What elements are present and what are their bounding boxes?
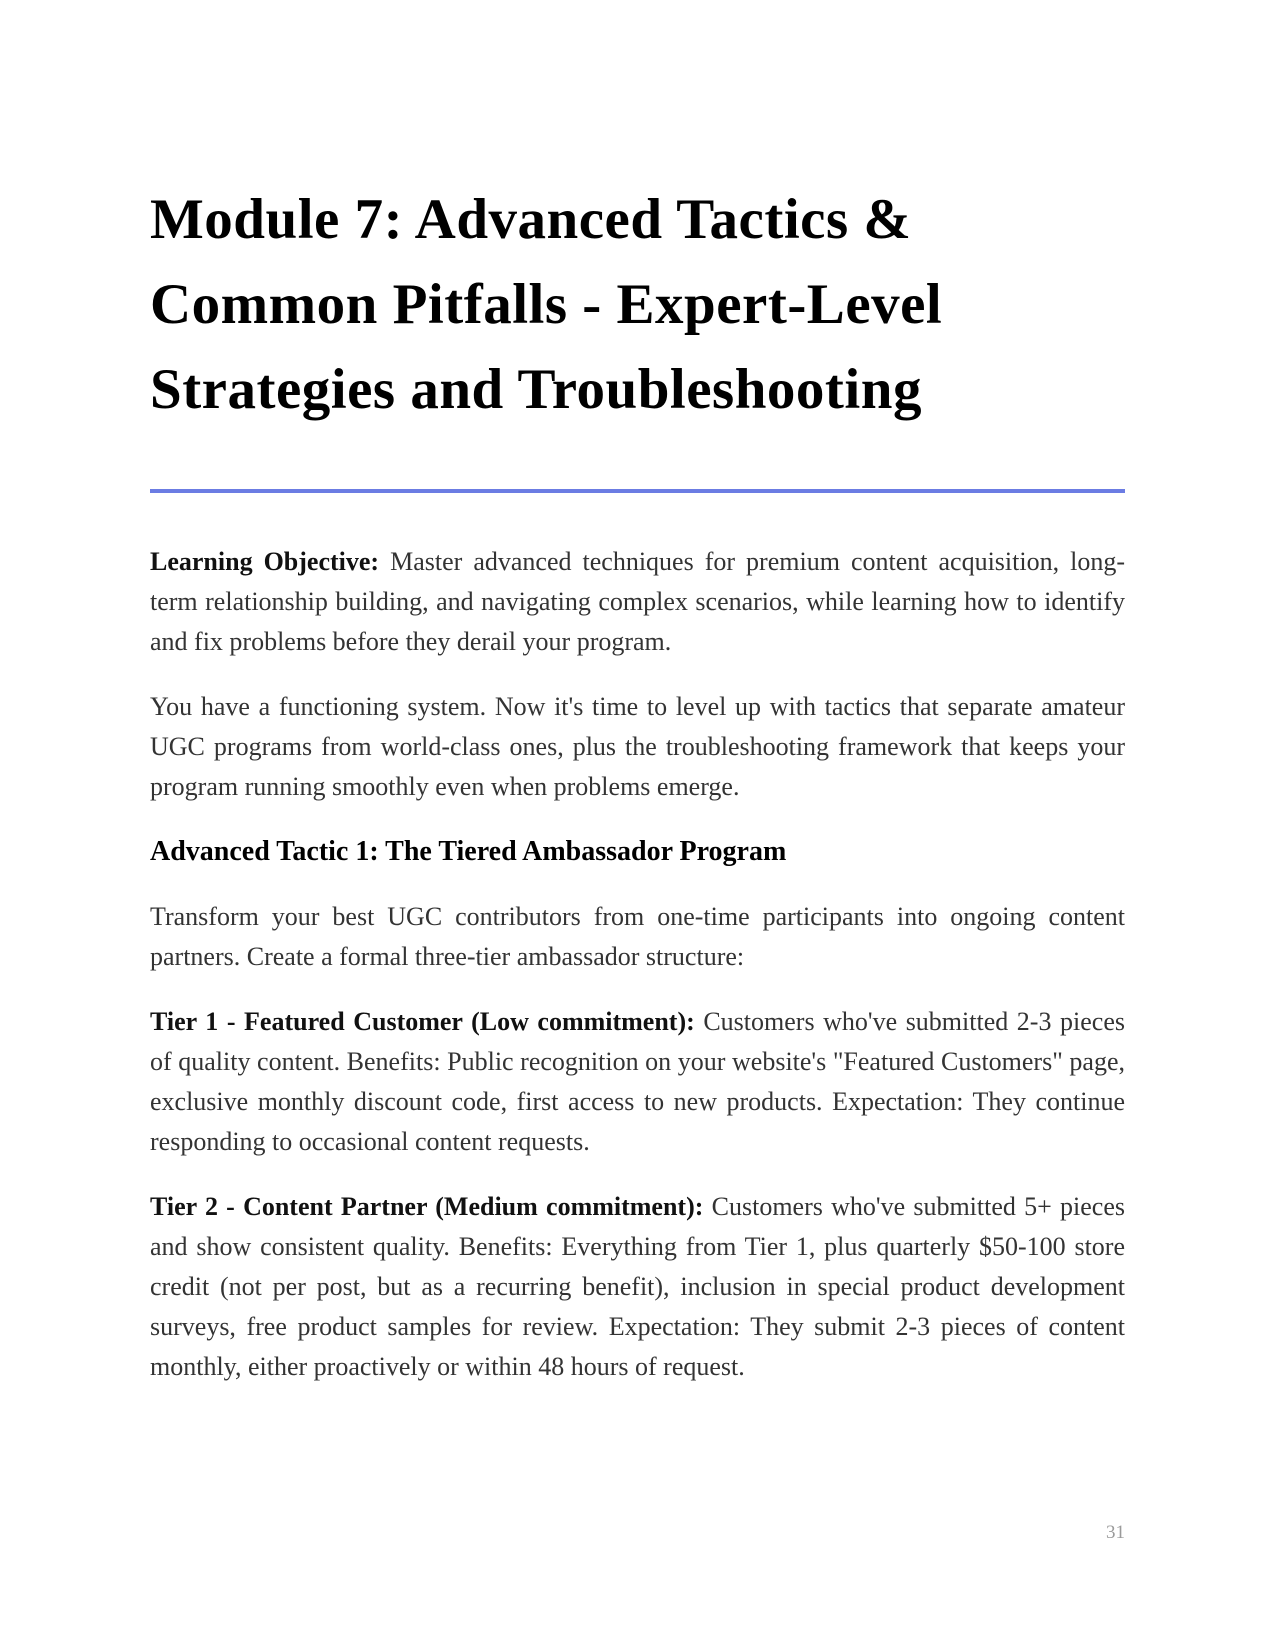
paragraph-tier2 (150, 1187, 1125, 1387)
tier2-text: Customers who've submitted 5+ pieces and show consistent quality. Benefits: Everything from Tier 1, plus quarterly $50-100 store credit (not per post, but as a recurring benefit), inclusion in special product development surveys, free product samples for review. Expectation: They submit 2-3 pieces of content monthly, either proactively or within 48 hours of request. (150, 1192, 1125, 1381)
learning-objective-text: Master advanced techniques for premium content acquisition, long-term relationship building, and navigating complex scenarios, while learning how to identify and fix problems before they derail your program. (150, 547, 1125, 656)
learning-objective-label: Learning Objective: (150, 547, 380, 576)
page-number: 31 (1106, 1522, 1125, 1543)
paragraph-intro (150, 687, 1125, 807)
title-line-3: Strategies and Troubleshooting (150, 358, 922, 421)
tier1-text: Customers who've submitted 2-3 pieces of quality content. Benefits: Public recognition on your website's "Featured Customers" page, exclusive monthly discount code, first access to new products. Expectation: They continue responding to occasional content requests. (150, 1007, 1125, 1156)
paragraph-tier1 (150, 1002, 1125, 1162)
intro-text: You have a functioning system. Now it's time to level up with tactics that separate amateur UGC programs from world-class ones, plus the troubleshooting framework that keeps your program running smoothly even when problems emerge. (150, 692, 1125, 801)
tactic-intro-text: Transform your best UGC contributors from one-time participants into ongoing content partners. Create a formal three-tier ambassador structure: (150, 902, 1125, 971)
paragraph-tactic-intro (150, 897, 1125, 977)
tier1-label: Tier 1 - Featured Customer (Low commitment): (150, 1007, 695, 1036)
document-content (150, 177, 1125, 1387)
title-line-2: Common Pitfalls - Expert-Level (150, 273, 943, 336)
title-line-1: Module 7: Advanced Tactics & (150, 188, 912, 251)
title-divider (150, 489, 1125, 493)
paragraph-learning-objective (150, 542, 1125, 662)
tactic-heading: Advanced Tactic 1: The Tiered Ambassador Program (150, 836, 787, 867)
document-title (150, 177, 1125, 432)
tier2-label: Tier 2 - Content Partner (Medium commitment): (150, 1192, 704, 1221)
